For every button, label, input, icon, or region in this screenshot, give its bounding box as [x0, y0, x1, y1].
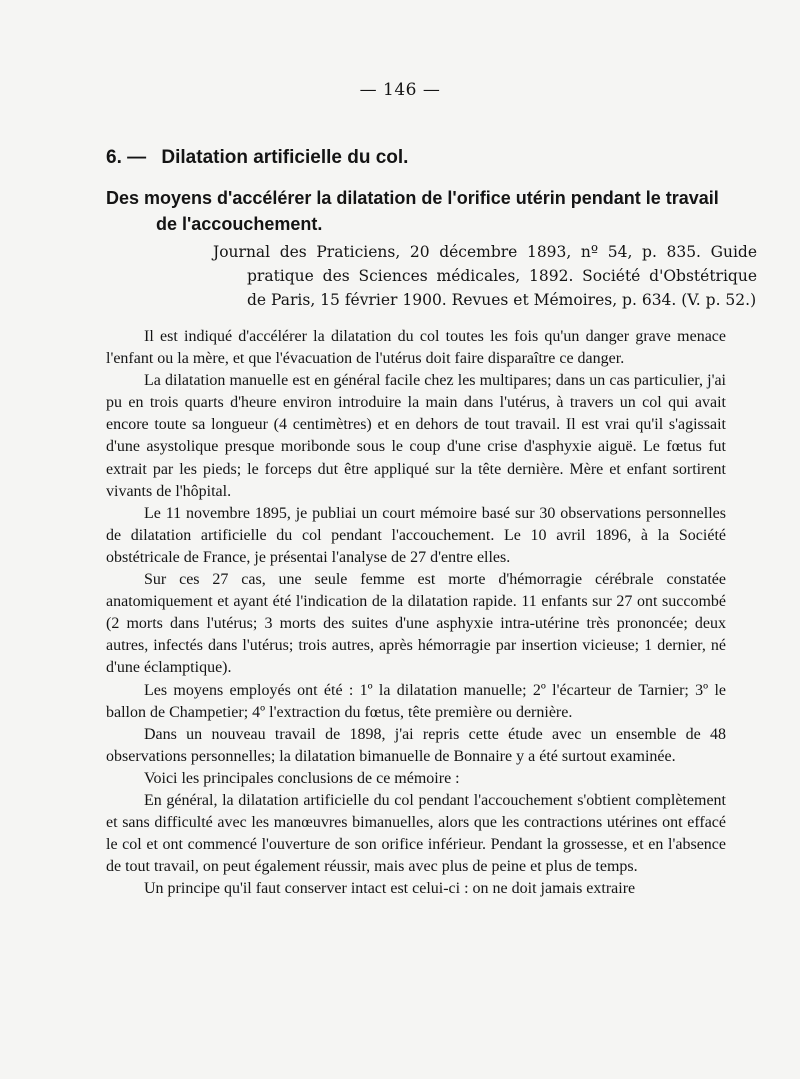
section-title: Dilatation artificielle du col.	[161, 147, 409, 168]
paragraph: Dans un nouveau travail de 1898, j'ai repris cette étude avec un ensemble de 48 observations personnelles; la dilatation bimanuelle de Bonnaire y a été surtout examinée.	[106, 725, 726, 765]
paragraph: Voici les principales conclusions de ce mémoire :	[144, 769, 460, 787]
paragraph: La dilatation manuelle est en général facile chez les multipares; dans un cas particulier, j'ai pu en trois quarts d'heure environ introduire la main dans l'utérus, à travers un col qui avait encore toute sa longueur (4 centimètres) et en dehors de tout travail. Il est vrai qu'il s'agissait d'une asystolique presque moribonde sous le coup d'une crise d'asphyxie aiguë. Le fœtus fut extrait par les pieds; le forceps dut être appliqué sur la tête dernière. Mère et enfant sortirent vivants de l'hôpital.	[106, 372, 726, 500]
subtitle	[106, 185, 726, 237]
paragraph: Il est indiqué d'accélérer la dilatation du col toutes les fois qu'un danger grave menace l'enfant ou la mère, et que l'évacuation de l'utérus doit faire disparaître ce danger.	[106, 328, 726, 368]
page-number: — 146 —	[359, 80, 441, 100]
paragraph: Les moyens employés ont été : 1º la dilatation manuelle; 2º l'écarteur de Tarnier; 3º le ballon de Champetier; 4º l'extraction du fœtus, tête première ou dernière.	[106, 681, 726, 721]
paragraph: Le 11 novembre 1895, je publiai un court mémoire basé sur 30 observations personnelles de dilatation artificielle du col pendant l'accouchement. Le 10 avril 1896, à la Société obstétricale de France, je présentai l'analyse de 27 d'entre elles.	[106, 504, 726, 566]
section-number: 6. —	[106, 147, 147, 168]
paragraph: Un principe qu'il faut conserver intact est celui-ci : on ne doit jamais extraire	[144, 880, 636, 898]
bibliographic-references: Journal des Praticiens, 20 décembre 1893, nº 54, p. 835. Guide pratique des Sciences médicales, 1892. Société d'Obstétrique de Paris, 15 février 1900. Revues et Mémoires, p. 634. (V. p. 52.)	[213, 243, 757, 309]
paragraph: En général, la dilatation artificielle du col pendant l'accouchement s'obtient complètement et sans difficulté avec les manœuvres bimanuelles, alors que les contractions utérines ont effacé le col et ont commencé l'ouverture de son orifice inférieur. Pendant la grossesse, et en l'absence de tout travail, on peut également réussir, mais avec plus de peine et plus de temps.	[106, 791, 726, 876]
subtitle-line-2: de l'accouchement.	[156, 214, 323, 234]
section-heading	[106, 146, 766, 170]
subtitle-line-1: Des moyens d'accélérer la dilatation de l'orifice utérin pendant le travail	[106, 188, 719, 208]
paragraph: Sur ces 27 cas, une seule femme est morte d'hémorragie cérébrale constatée anatomiquement et ayant été l'indication de la dilatation rapide. 11 enfants sur 27 ont succombé (2 morts dans l'utérus; 3 morts des suites d'une asphyxie intra-utérine très prononcée; deux autres, infectés dans l'utérus; trois autres, après hémorragie par insertion vicieuse; 1 dernier, né d'une éclamptique).	[106, 571, 726, 677]
body-text	[106, 326, 726, 900]
